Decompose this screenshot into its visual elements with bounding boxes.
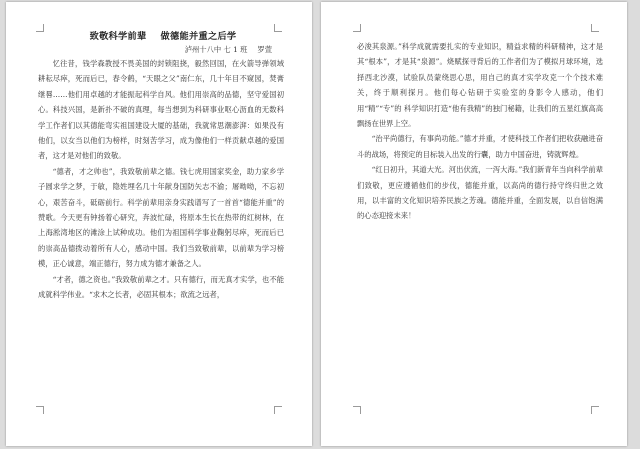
byline bbox=[38, 43, 284, 56]
page-1-body bbox=[38, 30, 284, 303]
document-title bbox=[38, 30, 284, 43]
paragraph-continued: 必浚其泉源。”科学成就需要扎实的专业知识，精益求精的科研精神，这才是其“根本”，才是其“泉源”。烧赋探寻背后的工作者们为了模拟月球环境，选择西北沙漠，试验队员蒙绕思心思，用自己的真才实学攻克一个个技术难关，终于顺利探月。他们每心钻研于实验室的身影令人感动，他们用“精”“专”的 科学知识打造“他有我精”的独门秘籍，让我们的五星红旗高高飘扬在世界上空。 bbox=[357, 42, 603, 129]
crop-mark-bottom-right bbox=[274, 406, 282, 414]
page-2-body bbox=[357, 39, 603, 224]
crop-mark-top-right bbox=[591, 24, 599, 32]
title-part-2: 做德能并重之后学 bbox=[160, 31, 237, 42]
crop-mark-bottom-left bbox=[353, 406, 361, 414]
crop-mark-top-left bbox=[353, 24, 361, 32]
title-part-1: 致敬科学前辈 bbox=[89, 31, 147, 42]
page-2 bbox=[321, 2, 627, 446]
page-1 bbox=[6, 2, 312, 446]
paragraph: “才者，德之资也。”我致敬前辈之才。只有德行，而无真才实学，也不能成就科学伟业。“求木之长者，必固其根本；欲流之远者， bbox=[38, 274, 284, 300]
paragraph: 忆往昔，钱学森教授不畏美国的封锁阻挠，毅然回国，在火箭导弹领域耕耘尽瘁，死而后已，春令鹤，“天眼之父”南仁东，几十年目不窥园，焚膏继晷……他们用卓越的才能振起科学自风。他们用崇高的品德，坚守爱国初心。科技兴国，是新扑不破的真理，每当想到为科研事业呕心沥血的无数科学工作者们以其德能弯实祖国建设大厦的基础，我就常思潮澎湃：如果没有他们，以女当以他们为榜样，时刻苦学习，成为像他们一样贡献卓越的爱国者，这才是对他们的致敬。 bbox=[38, 59, 284, 161]
crop-mark-bottom-left bbox=[36, 406, 44, 414]
paragraph: “红日初升，其道大光。河出伏流，一泻大海。”我们新青年当向科学前辈们致敬，更应遵循他们的步伐，德能并重，以高尚的德行持守终归世之效用，以丰富的文化知识培养民族之芳魂。德能并重，全面发展，以自信饱满的心态迎接未来！ bbox=[357, 165, 603, 221]
byline-author: 罗萱 bbox=[257, 45, 272, 54]
byline-school: 泸州十八中 七 1 班 bbox=[184, 45, 248, 54]
paragraph: “治平尚德行，有事尚功能。”德才并重，才使科技工作者们把收获融进奋斗的战场，将预定的目标装入出发的行囊，助力中国奋进，铸就辉煌。 bbox=[357, 134, 603, 159]
paragraph: “德者，才之帅也”，我致敬前辈之德。钱七虎用国家奖金，助力家乡学子圆求学之梦，于敏，隐姓埋名几十年献身国防矢志不渝；屠呦呦，不忘初心，艰苦奋斗，砥砺前行。科学前辈用亲身实践谱写了一首首“德能并重”的赞歌。今天更有钟扬着心研究，奔波忙碌，将原本生长在热带的红树林，在上海淞湾地区的滩涂上试种成功。他们为祖国科学事业鞠躬尽瘁，死而后已的崇高品德拨动着所有人心，感动中国。我们当致敬前辈，以前辈为学习榜模，正心诚意，端正德行，努力成为德才兼备之人。 bbox=[38, 166, 284, 269]
crop-mark-bottom-right bbox=[591, 406, 599, 414]
